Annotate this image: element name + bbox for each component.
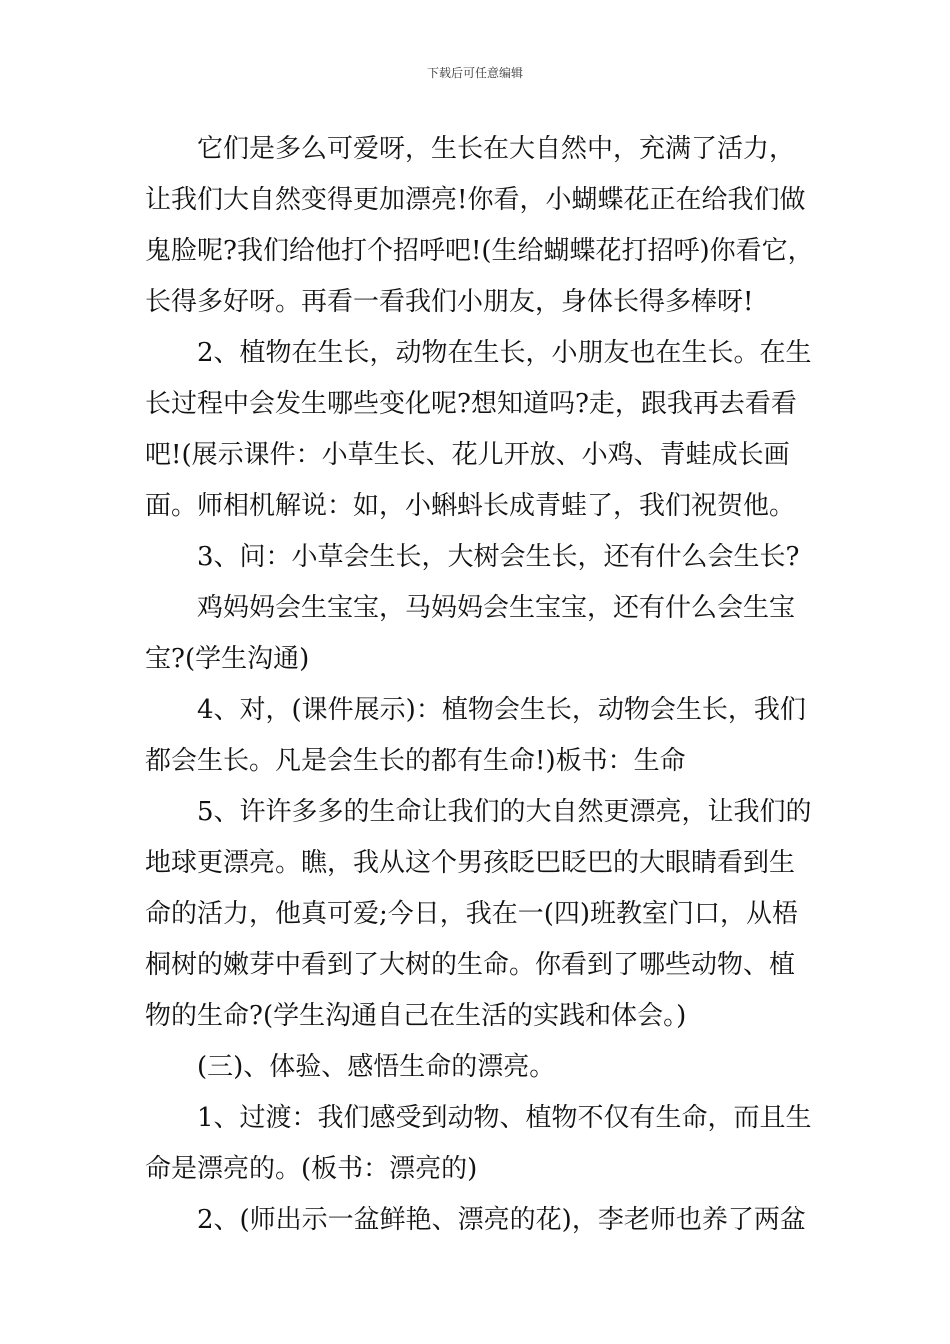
text-line: 都会生长。凡是会生长的都有生命!)板书：生命 [145, 746, 686, 776]
text-line: 长过程中会发生哪些变化呢?想知道吗?走，跟我再去看看 [145, 389, 797, 419]
text-line: (三)、体验、感悟生命的漂亮。 [197, 1052, 556, 1082]
text-line: 1、过渡：我们感受到动物、植物不仅有生命，而且生 [197, 1103, 812, 1133]
text-line: 让我们大自然变得更加漂亮!你看，小蝴蝶花正在给我们做 [145, 185, 806, 215]
text-line: 命的活力，他真可爱;今日，我在一(四)班教室门口，从梧 [145, 899, 799, 929]
document-body [145, 124, 814, 1246]
text-line: 桐树的嫩芽中看到了大树的生命。你看到了哪些动物、植 [145, 950, 796, 980]
text-line: 面。师相机解说：如，小蝌蚪长成青蛙了，我们祝贺他。 [145, 491, 796, 521]
text-line: 2、(师出示一盆鲜艳、漂亮的花)，李老师也养了两盆 [197, 1205, 806, 1235]
text-line: 物的生命?(学生沟通自己在生活的实践和体会。) [145, 1001, 687, 1031]
text-line: 3、问：小草会生长，大树会生长，还有什么会生长? [197, 542, 800, 572]
text-line: 命是漂亮的。(板书：漂亮的) [145, 1154, 478, 1184]
text-line: 地球更漂亮。瞧，我从这个男孩眨巴眨巴的大眼睛看到生 [145, 848, 796, 878]
page-header: 下载后可任意编辑 [426, 66, 523, 80]
text-line: 鬼脸呢?我们给他打个招呼吧!(生给蝴蝶花打招呼)你看它， [145, 236, 814, 266]
text-line: 鸡妈妈会生宝宝，马妈妈会生宝宝，还有什么会生宝 [197, 593, 796, 623]
text-line: 吧!(展示课件：小草生长、花儿开放、小鸡、青蛙成长画 [145, 440, 790, 470]
text-line: 宝?(学生沟通) [145, 644, 310, 674]
text-line: 4、对，(课件展示)：植物会生长，动物会生长，我们 [197, 695, 806, 725]
text-line: 5、许许多多的生命让我们的大自然更漂亮，让我们的 [197, 797, 812, 827]
text-line: 长得多好呀。再看一看我们小朋友，身体长得多棒呀! [145, 287, 754, 317]
text-line: 2、植物在生长，动物在生长，小朋友也在生长。在生 [197, 338, 812, 368]
text-line: 它们是多么可爱呀，生长在大自然中，充满了活力， [197, 134, 796, 164]
